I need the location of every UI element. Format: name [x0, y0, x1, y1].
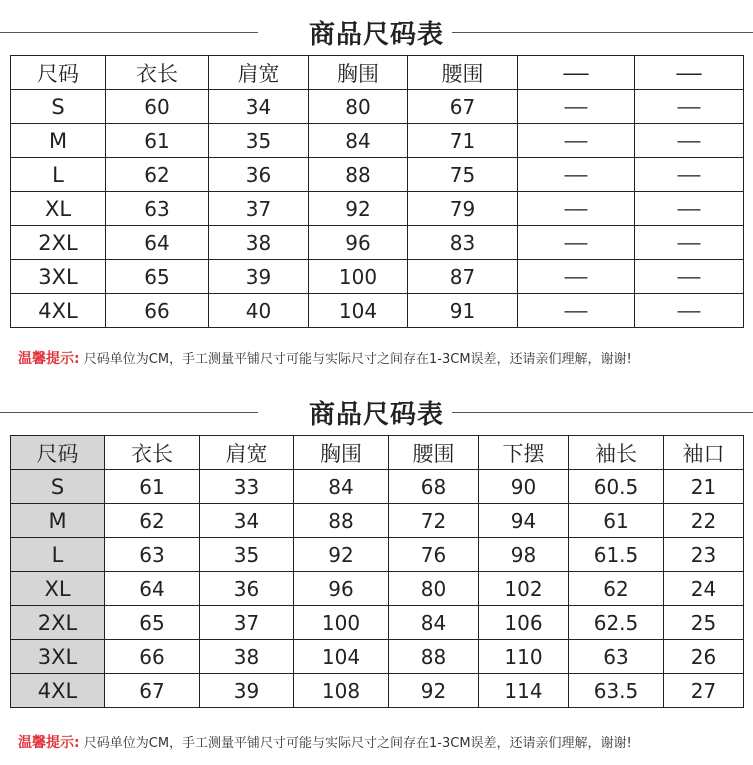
table-cell: 91 — [408, 294, 518, 328]
table-cell: —— — [518, 192, 635, 226]
table-cell: 88 — [389, 640, 479, 674]
table-row — [11, 572, 744, 606]
table-cell: 80 — [309, 90, 408, 124]
table-cell: 63 — [105, 538, 200, 572]
table-row — [11, 90, 744, 124]
size-note-1 — [18, 348, 632, 368]
table-cell: 84 — [294, 470, 389, 504]
size-label-cell: 2XL — [11, 226, 106, 260]
table-cell: —— — [518, 124, 635, 158]
table-cell: 35 — [209, 124, 309, 158]
size-chart-table-1 — [10, 55, 744, 328]
table-cell: 110 — [479, 640, 569, 674]
table-cell: 34 — [209, 90, 309, 124]
table-cell: —— — [518, 260, 635, 294]
table-cell: —— — [518, 90, 635, 124]
size-chart-title: 商品尺码表 — [308, 20, 444, 50]
table-cell: —— — [518, 158, 635, 192]
table-cell: 79 — [408, 192, 518, 226]
title-divider-right — [452, 32, 753, 33]
table-cell: 61 — [105, 470, 200, 504]
header-cell: 腰围 — [389, 436, 479, 470]
table-cell: 37 — [209, 192, 309, 226]
header-cell: 尺码 — [11, 56, 106, 90]
table-cell: 65 — [105, 606, 200, 640]
size-label-cell: M — [11, 124, 106, 158]
table-cell: 96 — [309, 226, 408, 260]
table-cell: 63 — [569, 640, 664, 674]
table-cell: —— — [635, 226, 744, 260]
table-cell: 62 — [569, 572, 664, 606]
table-cell: 84 — [309, 124, 408, 158]
table-cell: 62 — [105, 504, 200, 538]
table-cell: —— — [635, 294, 744, 328]
size-note-2 — [18, 732, 632, 752]
table-cell: 37 — [200, 606, 294, 640]
table-cell: —— — [635, 90, 744, 124]
table-cell: 23 — [664, 538, 744, 572]
size-label-cell: 4XL — [11, 674, 105, 708]
table-row — [11, 124, 744, 158]
table-row — [11, 226, 744, 260]
header-cell: 袖口 — [664, 436, 744, 470]
table-cell: 94 — [479, 504, 569, 538]
table-cell: 61 — [569, 504, 664, 538]
table-row — [11, 158, 744, 192]
table-cell: 27 — [664, 674, 744, 708]
table-cell: 98 — [479, 538, 569, 572]
table-header-row — [11, 56, 744, 90]
table-cell: —— — [635, 192, 744, 226]
table-cell: 25 — [664, 606, 744, 640]
table-row — [11, 470, 744, 504]
table-cell: 63.5 — [569, 674, 664, 708]
table-cell: 76 — [389, 538, 479, 572]
table-cell: 88 — [309, 158, 408, 192]
header-cell: 肩宽 — [209, 56, 309, 90]
table-cell: 67 — [105, 674, 200, 708]
size-label-cell: 3XL — [11, 640, 105, 674]
size-label-cell: XL — [11, 192, 106, 226]
size-label-cell: 4XL — [11, 294, 106, 328]
table-cell: 38 — [200, 640, 294, 674]
header-cell: 胸围 — [309, 56, 408, 90]
note-label: 温馨提示: — [18, 351, 80, 367]
table-cell: 84 — [389, 606, 479, 640]
table-cell: 64 — [105, 572, 200, 606]
table-cell: 88 — [294, 504, 389, 538]
table-cell: 100 — [294, 606, 389, 640]
table-cell: 62 — [106, 158, 209, 192]
table-cell: 87 — [408, 260, 518, 294]
table-row — [11, 640, 744, 674]
header-cell: 肩宽 — [200, 436, 294, 470]
note-text: 尺码单位为CM，手工测量平铺尺寸可能与实际尺寸之间存在1-3CM误差，还请亲们理解，谢谢! — [79, 352, 632, 367]
table-cell: 60.5 — [569, 470, 664, 504]
header-cell: —— — [518, 56, 635, 90]
table-cell: 26 — [664, 640, 744, 674]
table-row — [11, 674, 744, 708]
size-label-cell: M — [11, 504, 105, 538]
table-cell: 66 — [106, 294, 209, 328]
table-cell: 75 — [408, 158, 518, 192]
size-chart-title-row-1 — [0, 12, 753, 52]
header-cell: 下摆 — [479, 436, 569, 470]
table-cell: 39 — [200, 674, 294, 708]
table-cell: —— — [635, 158, 744, 192]
table-cell: 92 — [309, 192, 408, 226]
table-cell: 36 — [209, 158, 309, 192]
table-cell: 71 — [408, 124, 518, 158]
table-cell: —— — [635, 124, 744, 158]
table-cell: —— — [518, 294, 635, 328]
table-cell: 104 — [309, 294, 408, 328]
table-cell: 106 — [479, 606, 569, 640]
header-cell: 胸围 — [294, 436, 389, 470]
table-cell: 39 — [209, 260, 309, 294]
size-label-cell: XL — [11, 572, 105, 606]
table-cell: 66 — [105, 640, 200, 674]
table-cell: 83 — [408, 226, 518, 260]
table-cell: 40 — [209, 294, 309, 328]
size-label-cell: 3XL — [11, 260, 106, 294]
table-row — [11, 260, 744, 294]
table-cell: 62.5 — [569, 606, 664, 640]
title-divider-right — [452, 412, 753, 413]
table-cell: 64 — [106, 226, 209, 260]
size-chart-title-row-2 — [0, 392, 753, 432]
size-label-cell: 2XL — [11, 606, 105, 640]
table-cell: 100 — [309, 260, 408, 294]
table-cell: 108 — [294, 674, 389, 708]
header-cell: 腰围 — [408, 56, 518, 90]
table-cell: 67 — [408, 90, 518, 124]
note-label: 温馨提示: — [18, 735, 80, 751]
header-cell: —— — [635, 56, 744, 90]
table-cell: 36 — [200, 572, 294, 606]
table-cell: 24 — [664, 572, 744, 606]
header-cell: 衣长 — [106, 56, 209, 90]
size-label-cell: S — [11, 470, 105, 504]
table-cell: 68 — [389, 470, 479, 504]
size-label-cell: L — [11, 158, 106, 192]
table-row — [11, 606, 744, 640]
table-cell: —— — [635, 260, 744, 294]
table-cell: 38 — [209, 226, 309, 260]
header-cell: 袖长 — [569, 436, 664, 470]
table-cell: 104 — [294, 640, 389, 674]
table-cell: 22 — [664, 504, 744, 538]
table-cell: 65 — [106, 260, 209, 294]
table-row — [11, 538, 744, 572]
table-cell: 72 — [389, 504, 479, 538]
table-cell: 21 — [664, 470, 744, 504]
table-cell: 35 — [200, 538, 294, 572]
table-header-row — [11, 436, 744, 470]
header-cell: 尺码 — [11, 436, 105, 470]
table-cell: 61 — [106, 124, 209, 158]
note-text: 尺码单位为CM，手工测量平铺尺寸可能与实际尺寸之间存在1-3CM误差，还请亲们理解，谢谢! — [79, 736, 632, 751]
table-cell: —— — [518, 226, 635, 260]
table-cell: 90 — [479, 470, 569, 504]
size-chart-title: 商品尺码表 — [308, 400, 444, 430]
table-cell: 61.5 — [569, 538, 664, 572]
size-label-cell: L — [11, 538, 105, 572]
table-cell: 102 — [479, 572, 569, 606]
table-cell: 60 — [106, 90, 209, 124]
header-cell: 衣长 — [105, 436, 200, 470]
table-row — [11, 192, 744, 226]
table-cell: 114 — [479, 674, 569, 708]
table-row — [11, 294, 744, 328]
table-cell: 80 — [389, 572, 479, 606]
table-cell: 92 — [389, 674, 479, 708]
table-cell: 92 — [294, 538, 389, 572]
size-label-cell: S — [11, 90, 106, 124]
table-cell: 63 — [106, 192, 209, 226]
table-cell: 33 — [200, 470, 294, 504]
size-chart-table-2 — [10, 435, 744, 708]
table-cell: 96 — [294, 572, 389, 606]
table-cell: 34 — [200, 504, 294, 538]
table-row — [11, 504, 744, 538]
